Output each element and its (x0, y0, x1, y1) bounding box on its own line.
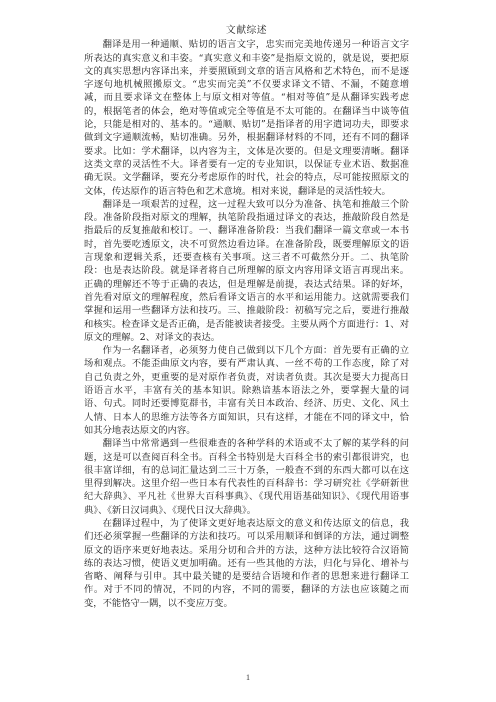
paragraph-3: 作为一名翻译者，必须努力使自己做到以下几个方面：首先要有正确的立场和观点。不能歪曲原文内容，要有严肃认真、一丝不苟的工作态度，除了对自己负责之外，更重要的是对原作者负责，对读者负责。其次是要大力提高日语语言水平，丰富有关的基本知识。除熟谙基本语法之外，要掌握大量的词语、句式。同时还要博览群书，丰富有关日本政治、经济、历史、文化、风土人情、日本人的思维方法等各方面知识，只有这样，才能在不同的译文中，恰如其分地表达原文的内容。 (84, 345, 409, 436)
paragraph-5: 在翻译过程中，为了使译文更好地表达原文的意义和传达原文的信息，我们还必须掌握一些翻译的方法和技巧。可以采用顺译和倒译的方法，通过调整原文的语序来更好地表达。采用分切和合并的方法，这种方法比较符合汉语简练的表达习惯，使语义更加明确。还有一些其他的方法，归化与异化、增补与省略、阐释与引申。其中最关键的是要结合语境和作者的思想来进行翻译工作。对于不同的情况，不同的内容，不同的需要，翻译的方法也应该随之而变，不能恪守一隅，以不变应万变。 (84, 517, 409, 609)
document-title: 文献综述 (225, 25, 268, 36)
paragraph-1: 翻译是用一种通顺、贴切的语言文字，忠实而完美地传递另一种语言文字所表达的真实意义和丰姿。“真实意义和丰姿”是指原文说的，就是说，要把原文的真实思想内容译出来，并要照顾到文章的语言风格和艺术特色，而不是逐字逐句地机械照搬原文。“忠实而完美”不仅要求译文不错、不漏，不随意增减，而且要求译文在整体上与原文相对等值。“相对等值”是从翻译实践考虑的，根据笔者的体会，绝对等值或完全等值是不太可能的。在翻译当中谈等值论，只能是相对的、基本的。“通顺、贴切”是指译者的用字遣词功夫，即要求做到文字通顺流畅，贴切准确。另外，根据翻译材料的不同，还有不同的翻译要求。比如：学术翻译，以内容为主，文体是次要的。但是文理要清晰。翻译这类文章的灵活性不大。译者要有一定的专业知识，以保证专业术语、数据准确无误。文学翻译，要充分考虑原作的时代，社会的特点，尽可能按照原文的文体，传达原作的语言特色和艺术意境。相对来说，翻译是的灵活性较大。 (84, 39, 409, 197)
paragraph-4: 翻译当中常常遇到一些很难查的各种学科的术语或不太了解的某学科的问题，这是可以查阅百科全书。百科全书特别是大百科全书的索引都很讲究，也很丰富详细，有的总词汇量达到二三十万条，一般查不到的东西大都可以在这里得到解决。这里介绍一些日本有代表性的百科辞书：学习研究社《学研新世纪大辞典》、平凡社《世界大百科事典》、《现代用语基础知识》、《现代用语事典》、《新日汉词典》、《现代日汉大辞典》。 (84, 438, 409, 516)
document-body (84, 24, 409, 610)
page-number: 1 (246, 673, 250, 682)
paragraph-2: 翻译是一项艰苦的过程，这一过程大致可以分为准备、执笔和推敲三个阶段。准备阶段指对原文的理解，执笔阶段指通过译文的表达，推敲阶段自然是指最后的反复推敲和校订。一、翻译准备阶段：当我们翻译一篇文章或一本书时，首先要吃透原文，决不可贸然边看边译。在准备阶段，既要理解原文的语言现象和逻辑关系，还要查核有关事项。这三者不可截然分开。二、执笔阶段：也是表达阶段。就是译者将自己所理解的原文内容用译文语言再现出来。正确的理解还不等于正确的表达，但是理解是前提，表达式结果。译的好坏，首先看对原文的理解程度，然后看译文语言的水平和运用能力。这就需要我们掌握和运用一些翻译方法和技巧。三、推敲阶段：初稿写完之后，要进行推敲和核实。检查译文是否正确，是否能被读者接受。主要从两个方面进行：1、对原文的理解。2、对译文的表达。 (84, 198, 409, 343)
